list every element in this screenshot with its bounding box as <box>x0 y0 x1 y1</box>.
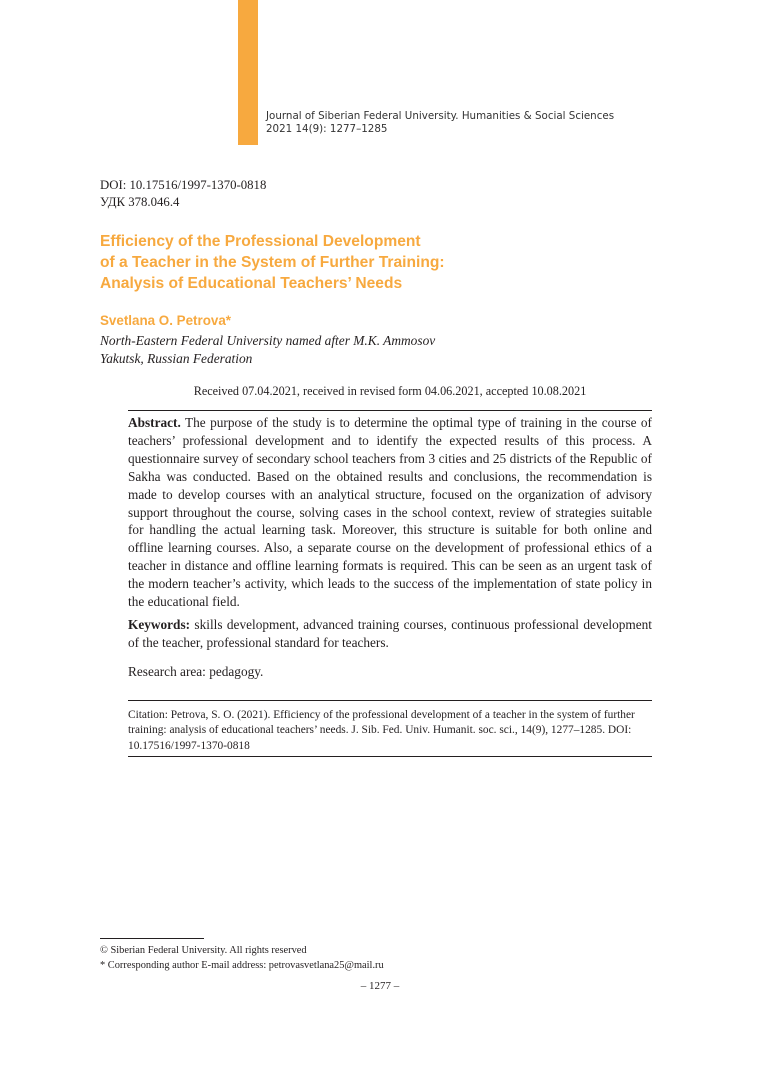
author-name: Svetlana O. Petrova* <box>100 313 231 328</box>
journal-name: Journal of Siberian Federal University. Humanities & Social Sciences <box>266 110 615 122</box>
journal-header <box>266 110 614 136</box>
footnotes <box>100 943 384 973</box>
udc: УДК 378.046.4 <box>100 195 180 209</box>
copyright-note: © Siberian Federal University. All rights reserved <box>100 945 307 956</box>
divider <box>128 700 652 701</box>
abstract-text: The purpose of the study is to determine the optimal type of training in the course of teachers’ professional development and to identify the expected results of this process. A questionnaire survey of secondary school teachers from 3 cities and 25 districts of the Republic of Sakha was conducted. Based on the obtained results and conclusions, the recommendation is made to develop courses with an analytical structure, focused on the organization of advisory support throughout the course, solving cases in the school context, review of strategies suitable for handling the actual learning task. Moreover, this structure is suitable for both online and offline learning courses. Also, a separate course on the development of professional ethics of a teacher in distance and offline learning formats is required. This can be seen as an urgent task of the modern teacher’s activity, which leads to the success of the implementation of state policy in the educational field. <box>128 415 652 610</box>
corresponding-author-note: * Corresponding author E-mail address: petrovasvetlana25@mail.ru <box>100 960 384 971</box>
keywords-text: skills development, advanced training courses, continuous professional development of the teacher, professional standard for teachers. <box>128 617 652 650</box>
footnote-divider <box>100 938 204 939</box>
keywords-label: Keywords: <box>128 617 191 632</box>
title-line: Analysis of Educational Teachers’ Needs <box>100 275 403 292</box>
doi: DOI: 10.17516/1997-1370-0818 <box>100 178 267 192</box>
journal-issue: 2021 14(9): 1277–1285 <box>266 123 388 135</box>
affiliation-location: Yakutsk, Russian Federation <box>100 351 253 366</box>
citation: Citation: Petrova, S. O. (2021). Efficiency of the professional development of a teacher in the system of further training: analysis of educational teachers’ needs. J. Sib. Fed. Univ. Humanit. soc. sci., 14(9), 1277–1285. DOI: 10.17516/1997-1370-0818 <box>128 709 635 752</box>
journal-accent-bar <box>238 0 258 145</box>
article-title <box>100 231 620 294</box>
page-number: – 1277 – <box>360 980 400 992</box>
author-affiliation <box>100 332 435 368</box>
keywords <box>128 616 652 652</box>
article-identifiers <box>100 177 266 211</box>
received-dates: Received 07.04.2021, received in revised form 04.06.2021, accepted 10.08.2021 <box>193 384 587 398</box>
divider <box>128 410 652 411</box>
title-line: Efficiency of the Professional Development <box>100 233 421 250</box>
abstract-label: Abstract. <box>128 415 181 430</box>
research-area: Research area: pedagogy. <box>128 664 264 679</box>
affiliation-university: North-Eastern Federal University named after M.K. Ammosov <box>100 333 436 348</box>
abstract <box>128 414 652 611</box>
title-line: of a Teacher in the System of Further Training: <box>100 254 445 271</box>
divider <box>128 756 652 757</box>
